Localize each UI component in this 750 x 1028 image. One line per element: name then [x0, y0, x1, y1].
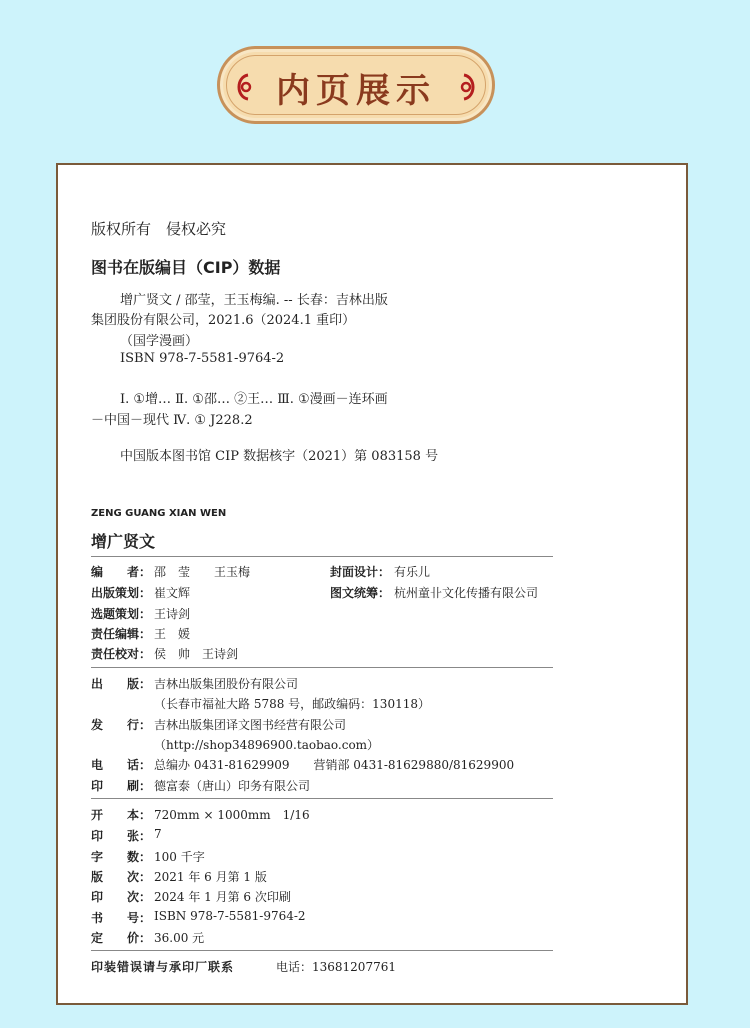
- credit-value: 杭州童卝文化传播有限公司: [394, 586, 539, 600]
- credit-value: 有乐儿: [394, 565, 431, 579]
- publisher-value: 吉林出版集团股份有限公司: [154, 677, 299, 691]
- divider: [91, 667, 553, 668]
- cip-line-3: （国学漫画）: [120, 334, 199, 349]
- spec-label: 开 本：: [91, 808, 152, 822]
- credit-label: 选题策划：: [91, 607, 152, 621]
- book-title: 增广贤文: [91, 532, 156, 551]
- publisher-label: 发 行：: [91, 718, 152, 732]
- cip-line-1: 增广贤文 / 邵莹，王玉梅编. -- 长春：吉林出版: [120, 293, 388, 308]
- credit-value: 王诗剑: [154, 607, 191, 621]
- spec-value: 7: [154, 827, 162, 841]
- cip-line-6: －中国－现代 Ⅳ. ① J228.2: [91, 413, 253, 428]
- credit-label: 图文统筹：: [330, 586, 391, 600]
- cip-line-7: 中国版本图书馆 CIP 数据核字（2021）第 083158 号: [120, 449, 439, 464]
- publisher-shop-url: （http://shop34896900.taobao.com）: [154, 738, 380, 752]
- credit-value: 王 媛: [154, 627, 191, 641]
- credit-label: 责任编辑：: [91, 627, 152, 641]
- credit-value: 邵 莹 王玉梅: [154, 565, 251, 579]
- spec-label: 定 价：: [91, 931, 152, 945]
- scroll-ornament-right-icon: [458, 71, 480, 103]
- spec-value: 2021 年 6 月第 1 版: [154, 870, 267, 884]
- credit-label: 责任校对：: [91, 647, 152, 661]
- spec-label: 版 次：: [91, 870, 152, 884]
- credit-label: 封面设计：: [330, 565, 391, 579]
- spec-label: 字 数：: [91, 850, 152, 864]
- banner-title: 内页展示: [276, 71, 436, 111]
- publisher-value: 吉林出版集团译文图书经营有限公司: [154, 718, 347, 732]
- section-banner: [217, 46, 495, 124]
- divider: [91, 950, 553, 951]
- spec-label: 印 次：: [91, 890, 152, 904]
- cip-isbn: ISBN 978-7-5581-9764-2: [120, 351, 285, 366]
- spec-value: 2024 年 1 月第 6 次印刷: [154, 890, 291, 904]
- spec-value: 720mm × 1000mm 1/16: [154, 808, 310, 822]
- credit-label: 出版策划：: [91, 586, 152, 600]
- publisher-label: 电 话：: [91, 758, 152, 772]
- publisher-value: 德富泰（唐山）印务有限公司: [154, 779, 311, 793]
- credit-value: 侯 帅 王诗剑: [154, 647, 239, 661]
- cip-line-2: 集团股份有限公司，2021.6（2024.1 重印）: [91, 313, 356, 328]
- divider: [91, 798, 553, 799]
- spec-value: ISBN 978-7-5581-9764-2: [154, 909, 306, 923]
- footer-notice: 印装错误请与承印厂联系: [91, 960, 235, 974]
- publisher-label: 印 刷：: [91, 779, 152, 793]
- divider: [91, 556, 553, 557]
- spec-value: 100 千字: [154, 850, 205, 864]
- footer-phone: 电话：13681207761: [276, 960, 396, 974]
- credit-value: 崔文辉: [154, 586, 191, 600]
- publisher-label: 出 版：: [91, 677, 152, 691]
- cip-line-5: Ⅰ. ①增… Ⅱ. ①邵… ②王… Ⅲ. ①漫画－连环画: [120, 392, 388, 407]
- spec-label: 印 张：: [91, 829, 152, 843]
- copyright-page: [56, 163, 688, 1005]
- publisher-address: （长春市福祉大路 5788 号，邮政编码：130118）: [154, 697, 430, 711]
- cip-heading: 图书在版编目（CIP）数据: [91, 258, 281, 277]
- book-pinyin-title: ZENG GUANG XIAN WEN: [91, 508, 227, 519]
- spec-label: 书 号：: [91, 911, 152, 925]
- credit-label: 编 者：: [91, 565, 152, 579]
- publisher-value: 总编办 0431-81629909 营销部 0431-81629880/81629900: [154, 758, 515, 772]
- copyright-notice: 版权所有 侵权必究: [91, 220, 227, 238]
- spec-value: 36.00 元: [154, 931, 205, 945]
